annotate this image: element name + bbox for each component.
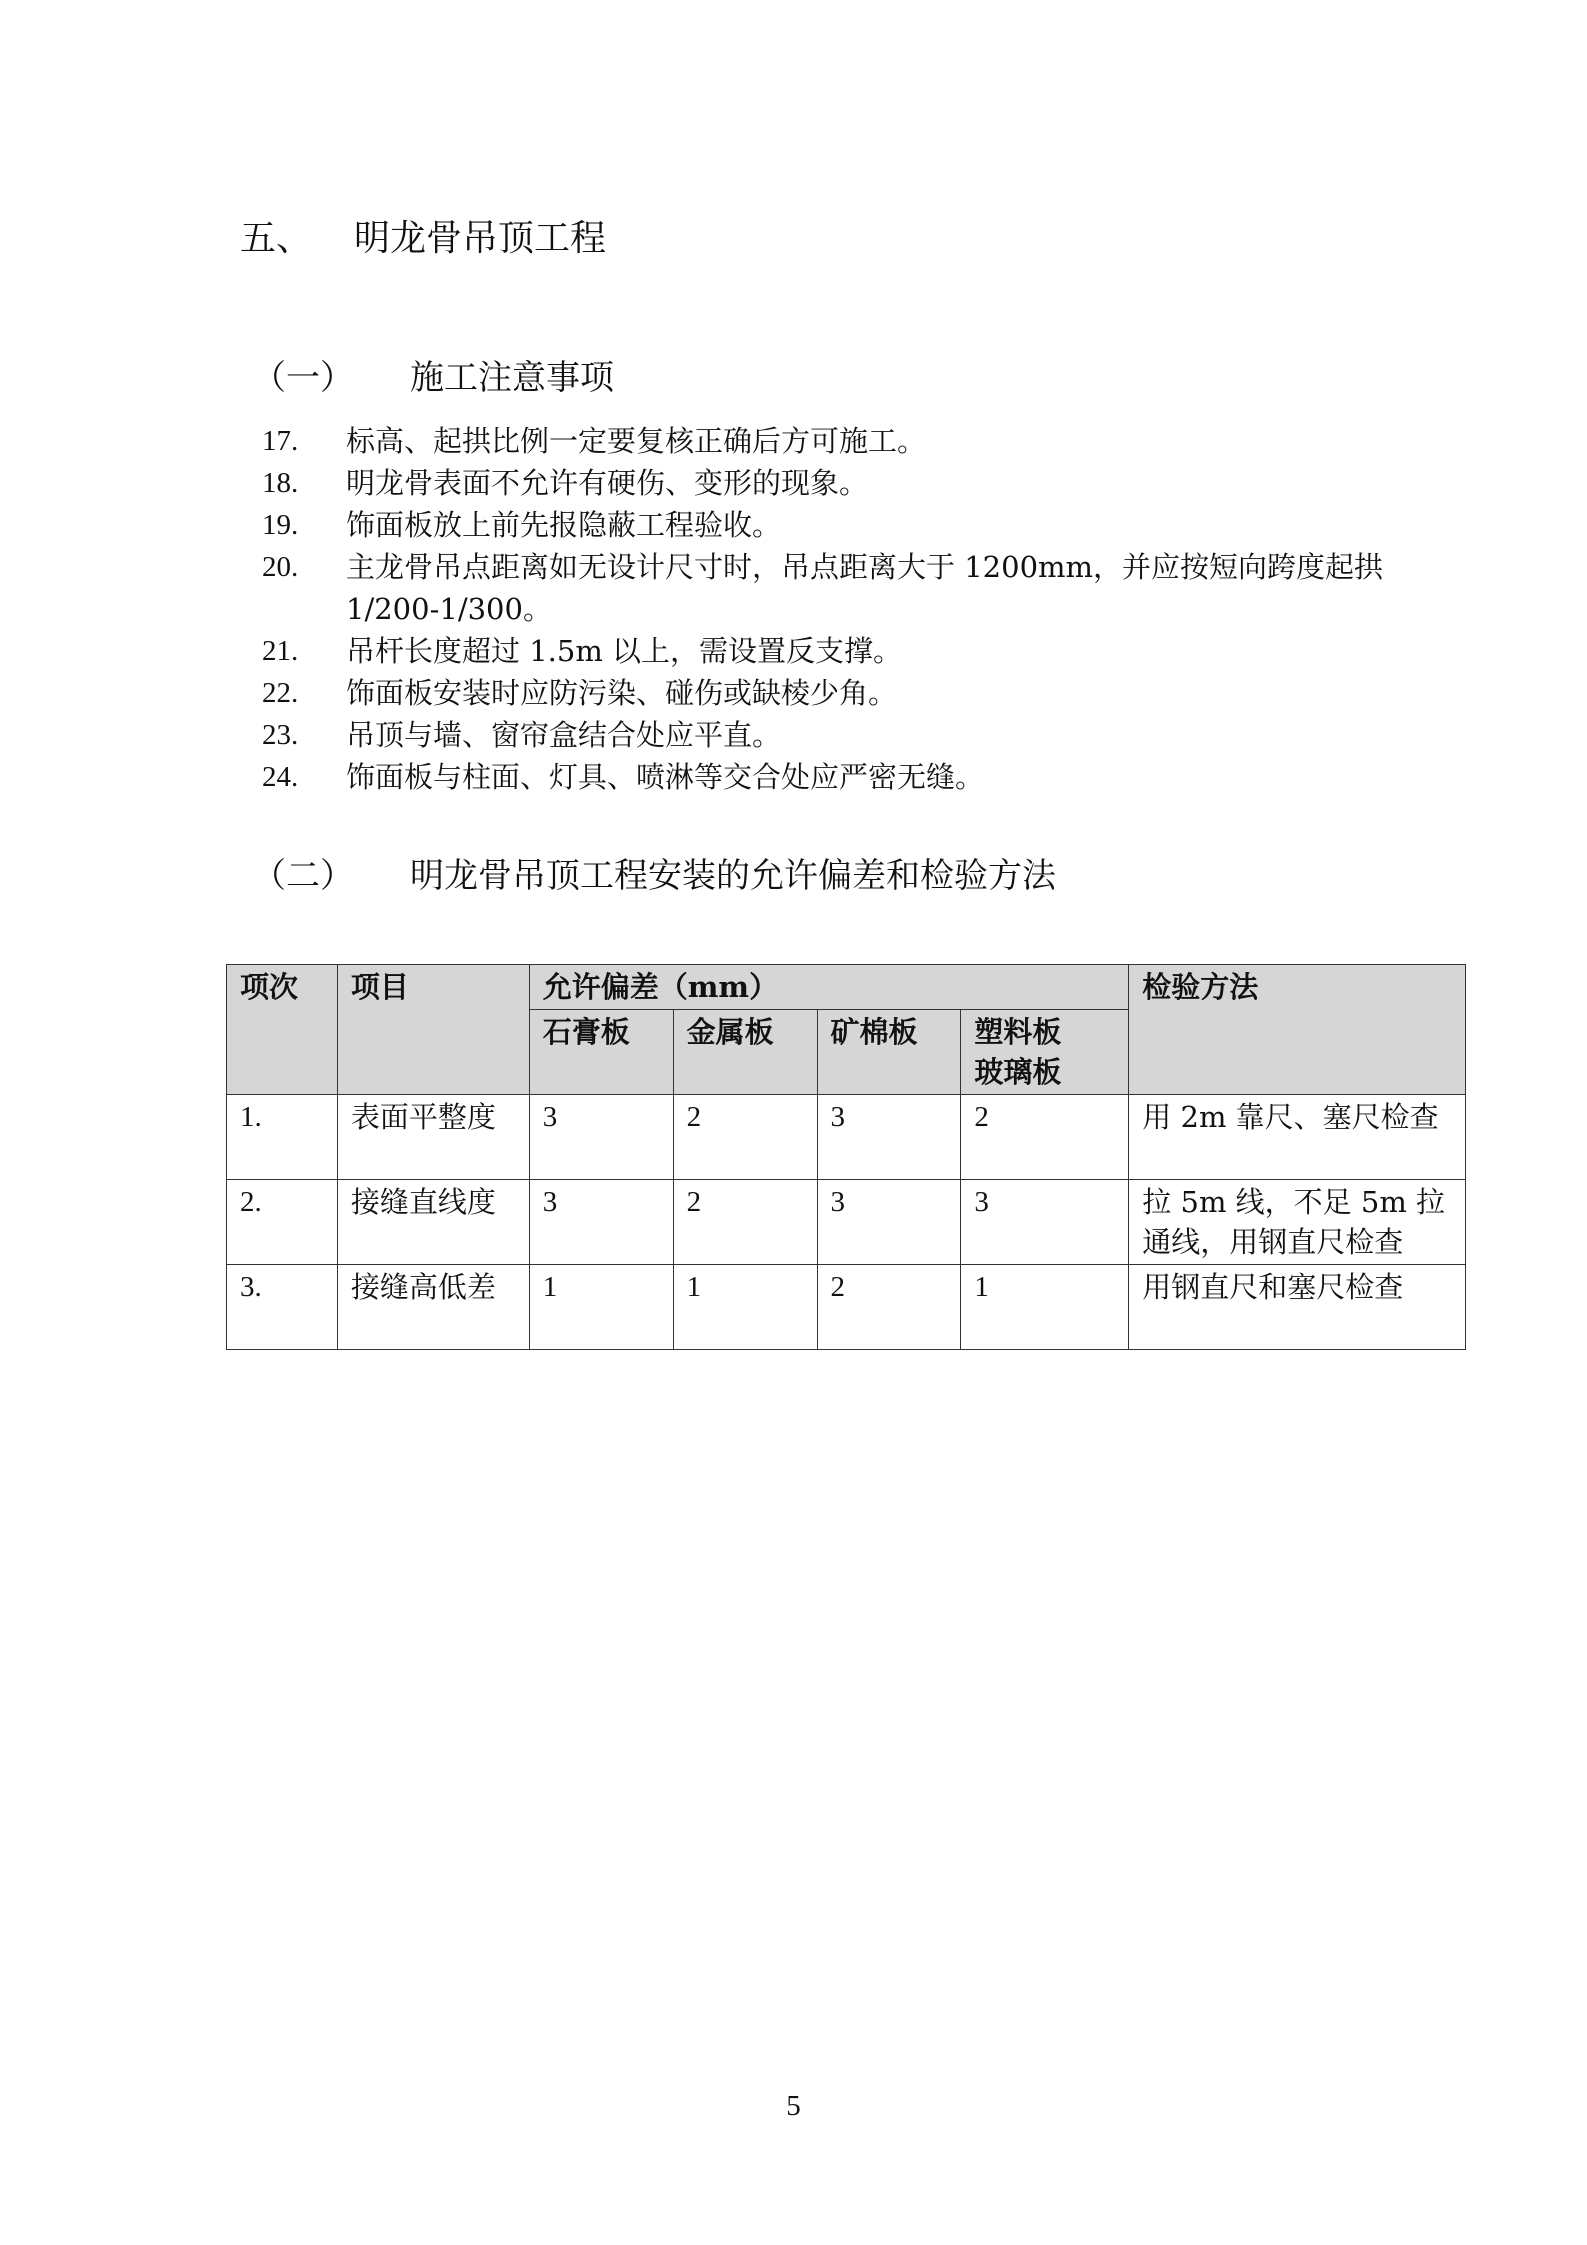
- item-text: 标高、起拱比例一定要复核正确后方可施工。: [346, 424, 927, 458]
- section-number: 五、: [240, 218, 313, 259]
- subsection-heading-1: [252, 354, 614, 402]
- table-header-row: [227, 965, 1466, 1010]
- item-number: 22.: [262, 677, 299, 709]
- item-number: 19.: [262, 509, 299, 541]
- page-number: 5: [786, 2090, 801, 2122]
- item-number: 21.: [262, 635, 299, 667]
- item-text: 主龙骨吊点距离如无设计尺寸时，吊点距离大于 1200mm，并应按短向跨度起拱 1/200-1/300。: [346, 550, 1384, 626]
- item-number: 18.: [262, 467, 299, 499]
- tolerance-table: [226, 964, 1466, 1350]
- item-text: 明龙骨表面不允许有硬伤、变形的现象。: [346, 466, 869, 500]
- header-item: 项目: [337, 965, 529, 1095]
- item-number: 24.: [262, 761, 299, 793]
- subsection-heading-2: [252, 852, 1056, 900]
- header-tolerance: 允许偏差（mm）: [529, 965, 1129, 1010]
- cell-item: 接缝直线度: [337, 1180, 529, 1265]
- subsection-2-number: （二）: [252, 856, 354, 896]
- cell-item: 接缝高低差: [337, 1265, 529, 1350]
- cell-value: 3: [817, 1180, 961, 1265]
- cell-value: 2: [673, 1095, 817, 1180]
- list-item: [262, 504, 1392, 546]
- item-number: 23.: [262, 719, 299, 751]
- cell-value: 1: [673, 1265, 817, 1350]
- cell-index: 3.: [227, 1265, 338, 1350]
- table-row: [227, 1265, 1466, 1350]
- cell-method: 用钢直尺和塞尺检查: [1129, 1265, 1466, 1350]
- precautions-list: [262, 420, 1392, 798]
- header-mineral-wool-board: 矿棉板: [817, 1010, 961, 1095]
- item-text: 吊杆长度超过 1.5m 以上，需设置反支撑。: [346, 634, 903, 668]
- item-text: 饰面板放上前先报隐蔽工程验收。: [346, 508, 782, 542]
- list-item: [262, 546, 1392, 630]
- item-text: 饰面板与柱面、灯具、喷淋等交合处应严密无缝。: [346, 760, 985, 794]
- list-item: [262, 420, 1392, 462]
- list-item: [262, 672, 1392, 714]
- list-item: [262, 756, 1392, 798]
- cell-value: 2: [961, 1095, 1129, 1180]
- subsection-2-title: 明龙骨吊顶工程安装的允许偏差和检验方法: [410, 856, 1056, 896]
- cell-method: 用 2m 靠尺、塞尺检查: [1129, 1095, 1466, 1180]
- header-gypsum-board: 石膏板: [529, 1010, 673, 1095]
- subsection-1-title: 施工注意事项: [410, 358, 614, 398]
- cell-value: 2: [673, 1180, 817, 1265]
- list-item: [262, 630, 1392, 672]
- subsection-1-number: （一）: [252, 358, 354, 398]
- list-item: [262, 714, 1392, 756]
- item-number: 20.: [262, 551, 299, 583]
- table-row: [227, 1095, 1466, 1180]
- item-text: 饰面板安装时应防污染、碰伤或缺棱少角。: [346, 676, 898, 710]
- header-plastic-glass-board: 塑料板 玻璃板: [961, 1010, 1129, 1095]
- cell-value: 1: [529, 1265, 673, 1350]
- header-metal-board: 金属板: [673, 1010, 817, 1095]
- cell-value: 3: [529, 1180, 673, 1265]
- cell-value: 2: [817, 1265, 961, 1350]
- item-text: 吊顶与墙、窗帘盒结合处应平直。: [346, 718, 782, 752]
- header-index: 项次: [227, 965, 338, 1095]
- cell-method: 拉 5m 线，不足 5m 拉通线，用钢直尺检查: [1129, 1180, 1466, 1265]
- cell-value: 3: [529, 1095, 673, 1180]
- cell-value: 3: [961, 1180, 1129, 1265]
- section-heading: [240, 214, 606, 264]
- cell-index: 2.: [227, 1180, 338, 1265]
- cell-index: 1.: [227, 1095, 338, 1180]
- item-number: 17.: [262, 425, 299, 457]
- header-method: 检验方法: [1129, 965, 1466, 1095]
- cell-value: 1: [961, 1265, 1129, 1350]
- table-row: [227, 1180, 1466, 1265]
- cell-value: 3: [817, 1095, 961, 1180]
- section-title: 明龙骨吊顶工程: [354, 218, 607, 259]
- cell-item: 表面平整度: [337, 1095, 529, 1180]
- list-item: [262, 462, 1392, 504]
